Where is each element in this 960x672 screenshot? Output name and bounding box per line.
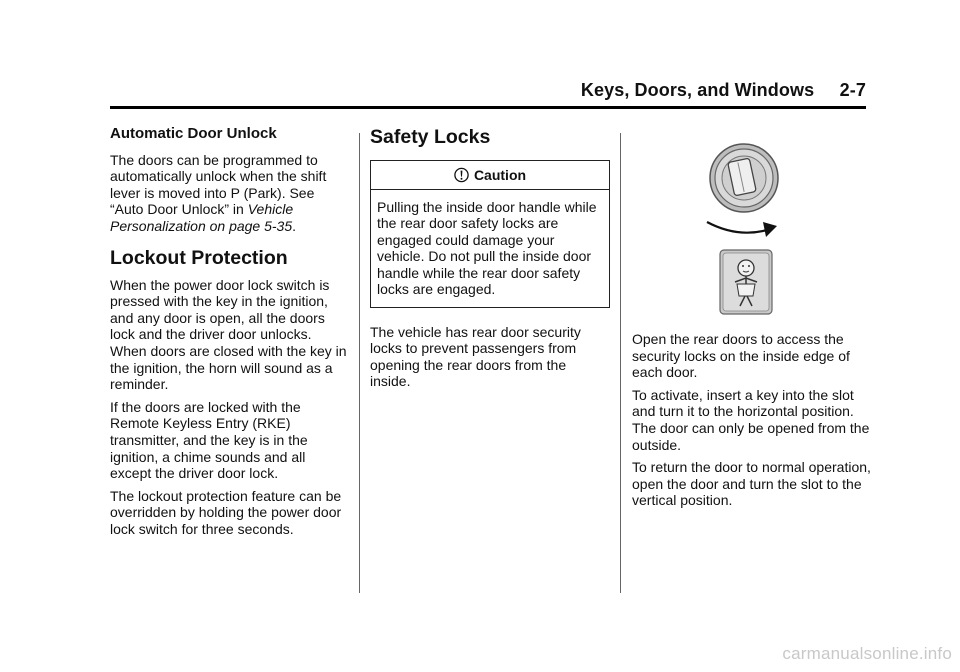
paragraph-return-normal: To return the door to normal operation, open the door and turn the slot to the vertical position.: [632, 459, 871, 509]
heading-lockout-protection: Lockout Protection: [110, 246, 288, 269]
child-lock-icon: [720, 250, 772, 314]
caution-header: [371, 161, 609, 190]
column-2: [370, 122, 610, 396]
column-divider-1: [359, 133, 360, 593]
paragraph-access-locks: Open the rear doors to access the security locks on the inside edge of each door.: [632, 331, 850, 381]
paragraph-lockout-3: The lockout protection feature can be overridden by holding the power door lock switch for three seconds.: [110, 487, 342, 537]
paragraph-end: .: [292, 217, 297, 234]
column-divider-2: [620, 133, 621, 593]
turn-arrow-icon: [707, 222, 777, 237]
safety-lock-figure: [697, 134, 792, 317]
caution-box: [370, 160, 610, 308]
page-header: [110, 80, 866, 109]
heading-safety-locks: Safety Locks: [370, 126, 491, 148]
paragraph-lockout-1: When the power door lock switch is pressed with the key in the ignition, and any door is open, all the doors lock and the driver door unlocks. When doors are closed with the key in the ignition, the horn will sound as a reminder.: [110, 276, 347, 393]
heading-automatic-door-unlock: Automatic Door Unlock: [110, 125, 277, 142]
warning-icon: [454, 167, 469, 183]
caution-text: Pulling the inside door handle while the rear door safety locks are engaged could damage your vehicle. Do not pull the inside door handle while the rear door safety locks are engaged.: [377, 198, 597, 298]
cross-reference-link[interactable]: Vehicle Personalization on page 5-35: [110, 201, 294, 234]
paragraph-text: The doors can be programmed to automatically unlock when the shift lever is moved into P (Park). See “Auto Door Unlock” in: [110, 151, 327, 218]
paragraph-lockout-2: If the doors are locked with the Remote Keyless Entry (RKE) transmitter, and the key is in the ignition, a chime sounds and all except the driver door lock.: [110, 398, 308, 482]
page-header-title: Keys, Doors, and Windows 2-7: [580, 80, 866, 100]
paragraph-automatic-door-unlock: [110, 152, 350, 235]
paragraph-safety-locks: The vehicle has rear door security locks to prevent passengers from opening the rear doors from the inside.: [370, 323, 581, 390]
rotary-lock-icon: [710, 144, 778, 212]
column-1: [110, 122, 350, 543]
paragraph-activate: To activate, insert a key into the slot and turn it to the horizontal position. The door can only be opened from the outside.: [632, 386, 870, 453]
watermark: carmanualsonline.info: [782, 644, 952, 663]
column-3: [632, 331, 872, 515]
caution-label: Caution: [473, 167, 527, 183]
